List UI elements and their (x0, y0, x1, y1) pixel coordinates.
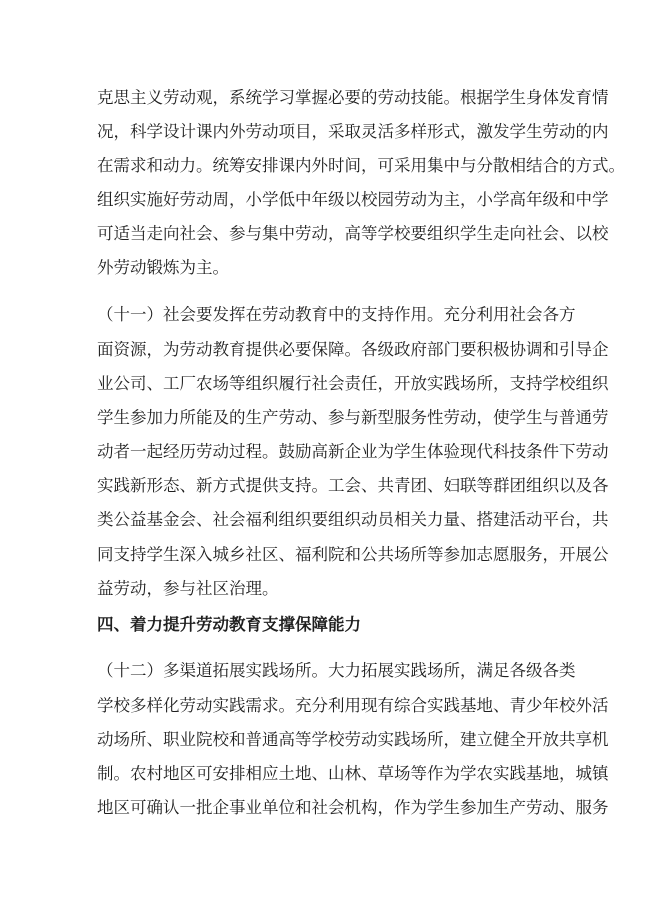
paragraph-line: 学校多样化劳动实践需求。充分利用现有综合实践基地、青少年校外活 (97, 696, 609, 715)
paragraph-line: 实践新形态、新方式提供支持。工会、共青团、妇联等群团组织以及各 (97, 476, 609, 495)
paragraph-line: 业公司、工厂农场等组织履行社会责任，开放实践场所，支持学校组织 (97, 374, 609, 393)
paragraph-line: 动者一起经历劳动过程。鼓励高新企业为学生体验现代科技条件下劳动 (97, 442, 609, 461)
paragraph-line: 类公益基金会、社会福利组织要组织动员相关力量、搭建活动平台，共 (97, 510, 609, 529)
paragraph-line: 面资源，为劳动教育提供必要保障。各级政府部门要积极协调和引导企 (97, 340, 609, 359)
paragraph-line: 况，科学设计课内外劳动项目，采取灵活多样形式，激发学生劳动的内 (97, 122, 609, 141)
paragraph-line: 学生参加力所能及的生产劳动、参与新型服务性劳动，使学生与普通劳 (97, 408, 609, 427)
paragraph-line: （十一）社会要发挥在劳动教育中的支持作用。充分利用社会各方 (97, 305, 576, 324)
paragraph-line: 地区可确认一批企事业单位和社会机构，作为学生参加生产劳动、服务 (97, 798, 609, 817)
paragraph-line: 在需求和动力。统筹安排课内外时间，可采用集中与分散相结合的方式。 (97, 156, 625, 175)
paragraph-line: （十二）多渠道拓展实践场所。大力拓展实践场所，满足各级各类 (97, 661, 576, 680)
paragraph-line: 益劳动，参与社区治理。 (97, 579, 279, 598)
paragraph-line: 制。农村地区可安排相应土地、山林、草场等作为学农实践基地，城镇 (97, 764, 609, 783)
section-heading: 四、着力提升劳动教育支撑保障能力 (97, 615, 361, 634)
paragraph-line: 克思主义劳动观，系统学习掌握必要的劳动技能。根据学生身体发育情 (97, 88, 609, 107)
paragraph-line: 组织实施好劳动周，小学低中年级以校园劳动为主，小学高年级和中学 (97, 190, 609, 209)
paragraph-line: 外劳动锻炼为主。 (97, 258, 229, 277)
paragraph-line: 可适当走向社会、参与集中劳动，高等学校要组织学生走向社会、以校 (97, 224, 609, 243)
paragraph-line: 同支持学生深入城乡社区、福利院和公共场所等参加志愿服务，开展公 (97, 545, 609, 564)
paragraph-line: 动场所、职业院校和普通高等学校劳动实践场所，建立健全开放共享机 (97, 730, 609, 749)
